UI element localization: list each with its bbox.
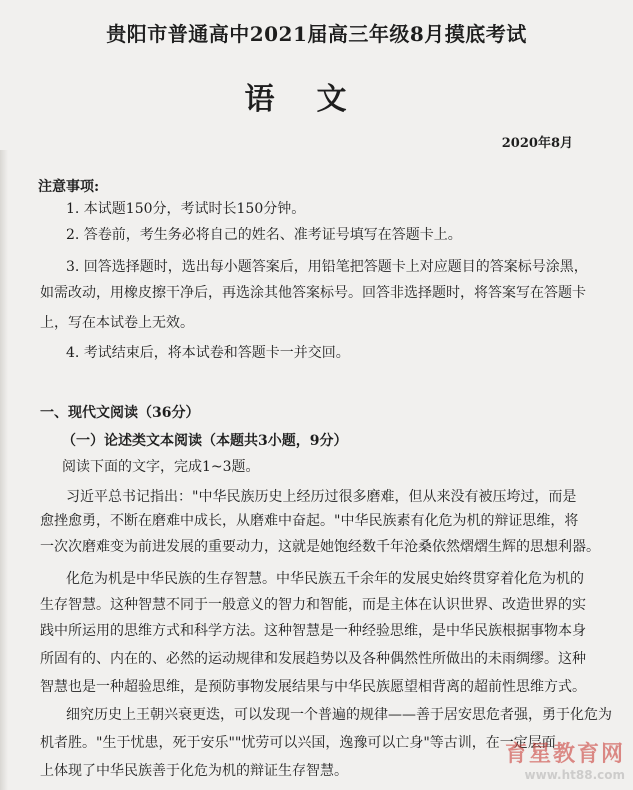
- reading-instruction: 阅读下面的文字，完成1~3题。: [62, 459, 260, 475]
- passage-para2-line-5: 智慧也是一种超验思维，是预防事物发展结果与中华民族愿望相背离的超前性思维方式。: [40, 679, 586, 695]
- passage-para2-line-8: 上体现了中华民族善于化危为机的辩证生存智慧。: [40, 763, 348, 779]
- passage-para1-line-3: 一次次磨难变为前进发展的重要动力，这就是她饱经数千年沧桑依然熠熠生辉的思想利器。: [40, 539, 600, 555]
- subsection-heading: （一）论述类文本阅读（本题共3小题，9分）: [62, 433, 348, 449]
- scan-edge-shadow: [0, 150, 8, 790]
- watermark: [505, 737, 625, 782]
- notice-item-3-line-3: 上，写在本试卷上无效。: [40, 315, 194, 331]
- passage-para2-line-7: 机者胜。"生于忧患，死于安乐""忧劳可以兴国，逸豫可以亡身"等古训，在一定层面: [40, 735, 556, 751]
- passage-para1-line-1: 习近平总书记指出："中华民族历史上经历过很多磨难，但从来没有被压垮过，而是: [66, 489, 577, 505]
- notice-heading: 注意事项:: [38, 179, 100, 195]
- section-heading: 一、现代文阅读（36分）: [40, 405, 200, 421]
- notice-item-1: 1. 本试题150分，考试时长150分钟。: [66, 201, 306, 217]
- notice-item-3-line-2: 如需改动，用橡皮擦干净后，再选涂其他答案标号。回答非选择题时，将答案写在答题卡: [40, 285, 586, 301]
- exam-title: 贵阳市普通高中2021届高三年级8月摸底考试: [106, 22, 527, 46]
- notice-item-3-line-1: 3. 回答选择题时，选出每小题答案后，用铅笔把答题卡上对应题目的答案标号涂黑，: [66, 259, 588, 275]
- watermark-url: www.ht88.com: [524, 768, 625, 782]
- passage-para2-line-4: 所固有的、内在的、必然的运动规律和发展趋势以及各种偶然性所做出的未雨绸缪。这种: [40, 651, 586, 667]
- passage-para2-line-6: 细究历史上王朝兴衰更迭，可以发现一个普遍的规律——善于居安思危者强，勇于化危为: [66, 707, 612, 723]
- passage-para2-line-3: 践中所运用的思维方式和科学方法。这种智慧是一种经验思维，是中华民族根据事物本身: [40, 623, 586, 639]
- notice-item-4: 4. 考试结束后，将本试卷和答题卡一并交回。: [66, 345, 350, 361]
- watermark-name: 育星教育网: [504, 742, 625, 767]
- exam-date: 2020年8月: [501, 136, 573, 151]
- passage-para2-line-2: 生存智慧。这种智慧不同于一般意义的智力和智能，而是主体在认识世界、改造世界的实: [40, 597, 586, 613]
- notice-item-2: 2. 答卷前，考生务必将自己的姓名、准考证号填写在答题卡上。: [66, 227, 462, 243]
- passage-para1-line-2: 愈挫愈勇，不断在磨难中成长，从磨难中奋起。"中华民族素有化危为机的辩证思维，将: [40, 513, 579, 529]
- subject-title: 语文: [244, 82, 389, 117]
- passage-para2-line-1: 化危为机是中华民族的生存智慧。中华民族五千余年的发展史始终贯穿着化危为机的: [66, 571, 584, 587]
